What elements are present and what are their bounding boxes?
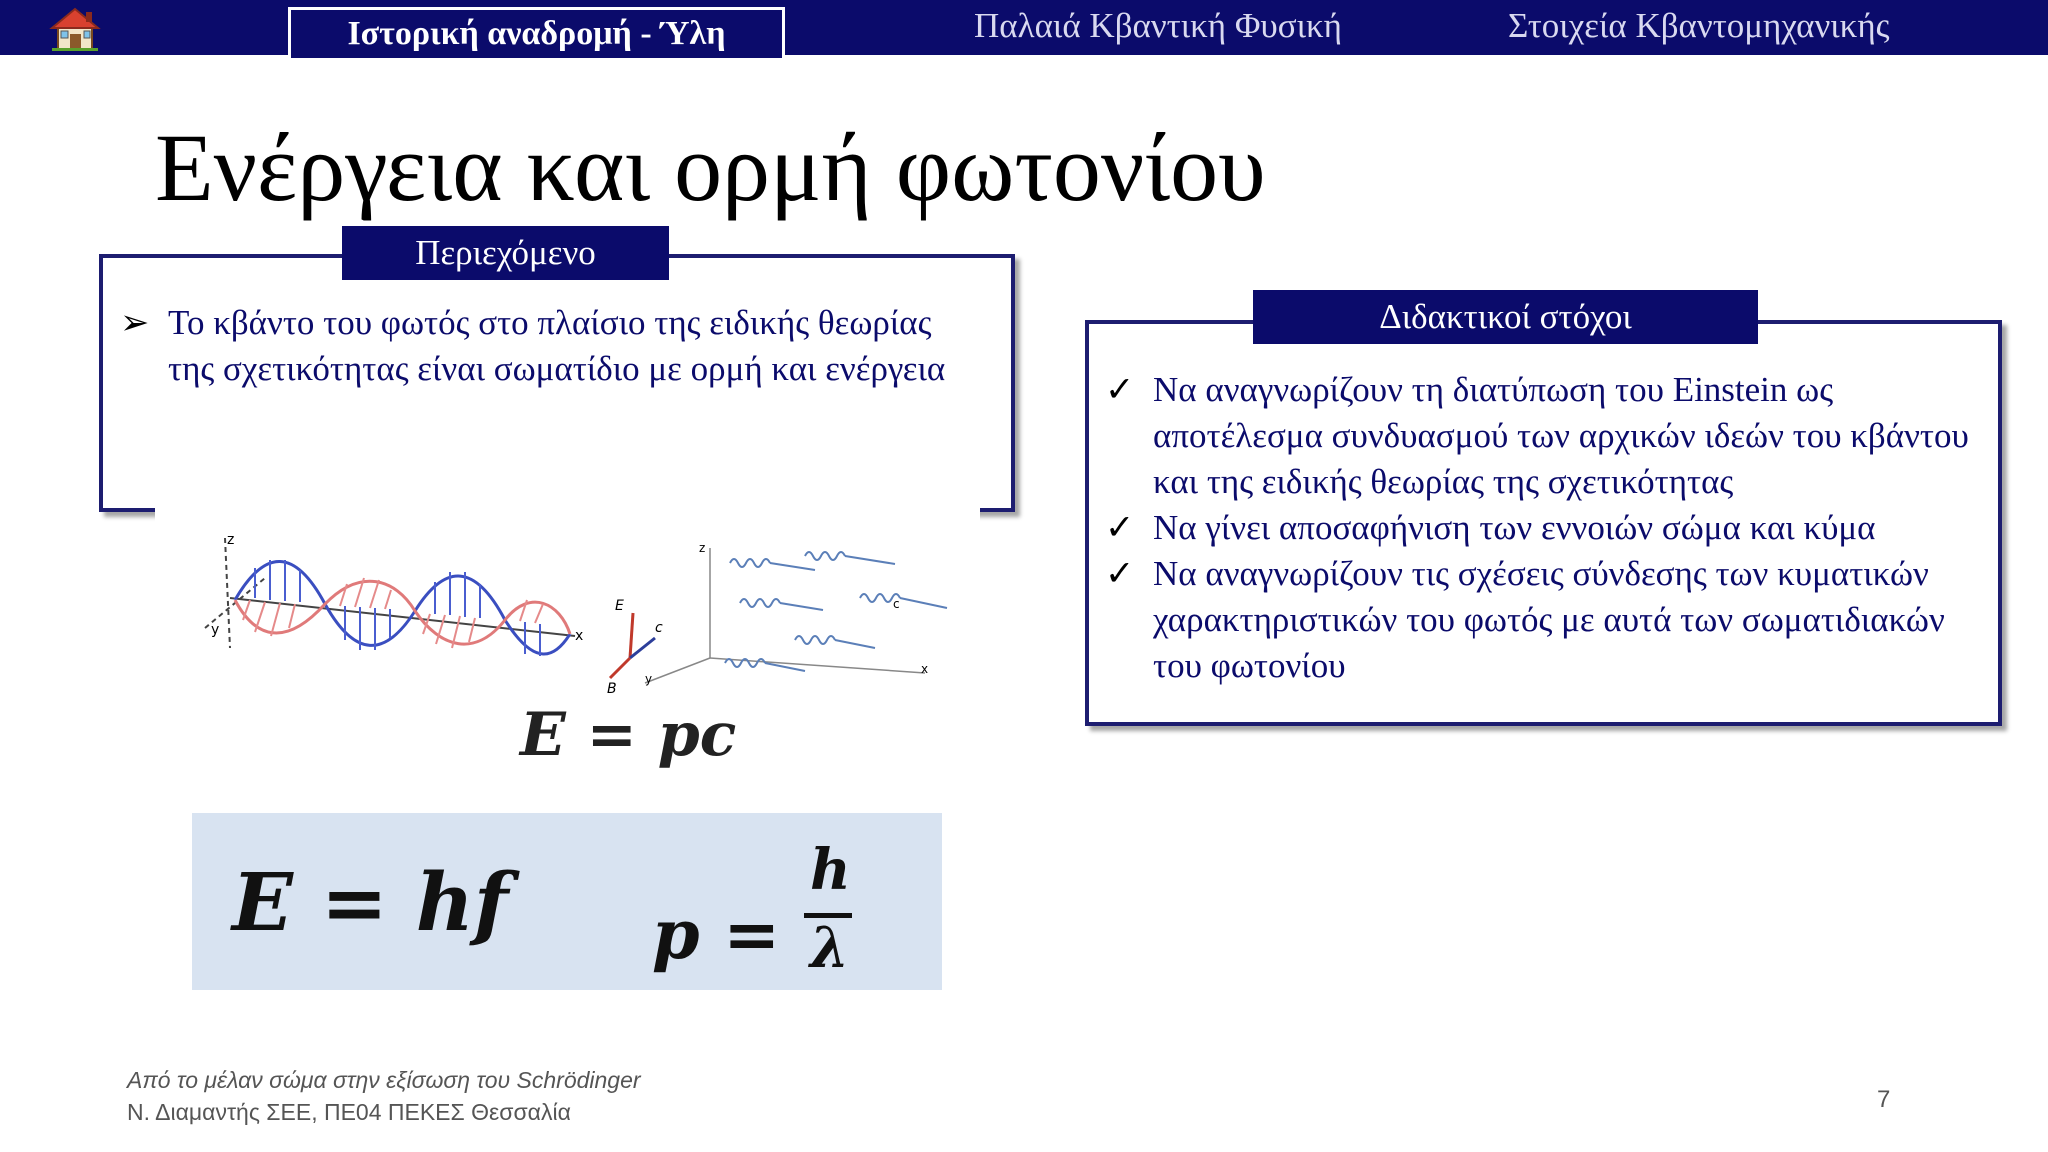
content-list (120, 300, 980, 392)
equation-numerator: h (810, 837, 851, 903)
inset-axis-z: z (699, 541, 706, 555)
goals-list-item (1105, 505, 1985, 551)
tab-history-syllabus[interactable]: Ιστορική αναδρομή - Ύλη (288, 7, 785, 61)
home-button[interactable] (48, 6, 102, 52)
axis-label-z: z (227, 532, 235, 548)
goal-item-text: Να αναγνωρίζουν τη διατύπωση του Einstein ως αποτέλεσμα συνδυασμού των αρχικών ιδεών του κβάντου και της ειδικής θεωρίας της σχετικότητας (1153, 370, 1969, 501)
photon-packets-inset (645, 541, 947, 686)
axis-label-y: y (211, 622, 220, 638)
inset-label-c: c (893, 597, 900, 611)
tab-old-quantum-physics[interactable]: Παλαιά Κβαντική Φυσική (974, 6, 1342, 45)
goals-list-item (1105, 551, 1985, 689)
page-number: 7 (1877, 1086, 1891, 1113)
goals-list-item (1105, 367, 1985, 505)
footer-author: Ν. Διαμαντής ΣΕΕ, ΠΕ04 ΠΕΚΕΣ Θεσσαλία (127, 1099, 571, 1125)
vector-label-b: B (607, 681, 617, 697)
content-list-item (120, 300, 980, 392)
goal-item-text: Να γίνει αποσαφήνιση των εννοιών σώμα και κύμα (1153, 508, 1876, 547)
content-box-label: Περιεχόμενο (342, 226, 669, 280)
checkmark-icon: ✓ (1105, 554, 1135, 593)
equation-p-lhs: p = (652, 895, 781, 975)
goals-box-label: Διδακτικοί στόχοι (1253, 290, 1758, 344)
equation-denominator: λ (810, 915, 850, 981)
z-axis-line (225, 538, 230, 648)
content-item-text: Το κβάντο του φωτός στο πλαίσιο της ειδικής θεωρίας της σχετικότητας είναι σωματίδιο με ορμή και ενέργεια (168, 303, 946, 388)
home-icon (48, 6, 102, 52)
goals-list (1105, 367, 1985, 689)
inset-axis-y: y (645, 672, 653, 686)
inset-axis-x: x (921, 662, 929, 676)
slide-footer (127, 1064, 641, 1128)
checkmark-icon: ✓ (1105, 508, 1135, 547)
goal-item-text: Να αναγνωρίζουν τις σχέσεις σύνδεσης των κυματικών χαρακτηριστικών του φωτός με αυτά των σωματιδιακών του φωτονίου (1153, 554, 1945, 685)
tab-quantum-mechanics-elements[interactable]: Στοιχεία Κβαντομηχανικής (1508, 6, 1890, 45)
slide-title: Ενέργεια και ορμή φωτονίου (155, 114, 1266, 221)
equation-e-pc: E = pc (520, 700, 737, 770)
equation-e-hf: E = hf (232, 855, 509, 949)
field-vector-triad (607, 598, 663, 697)
vector-label-c: c (655, 620, 663, 636)
checkmark-icon: ✓ (1105, 370, 1135, 409)
vector-label-e: E (615, 598, 624, 614)
footer-course-title: Από το μέλαν σώμα στην εξίσωση του Schrödinger (127, 1067, 641, 1093)
equations-panel (192, 813, 942, 990)
axis-label-x: x (575, 628, 584, 644)
equation-p-h-lambda (652, 837, 932, 983)
arrow-bullet-icon: ➢ (120, 303, 150, 342)
